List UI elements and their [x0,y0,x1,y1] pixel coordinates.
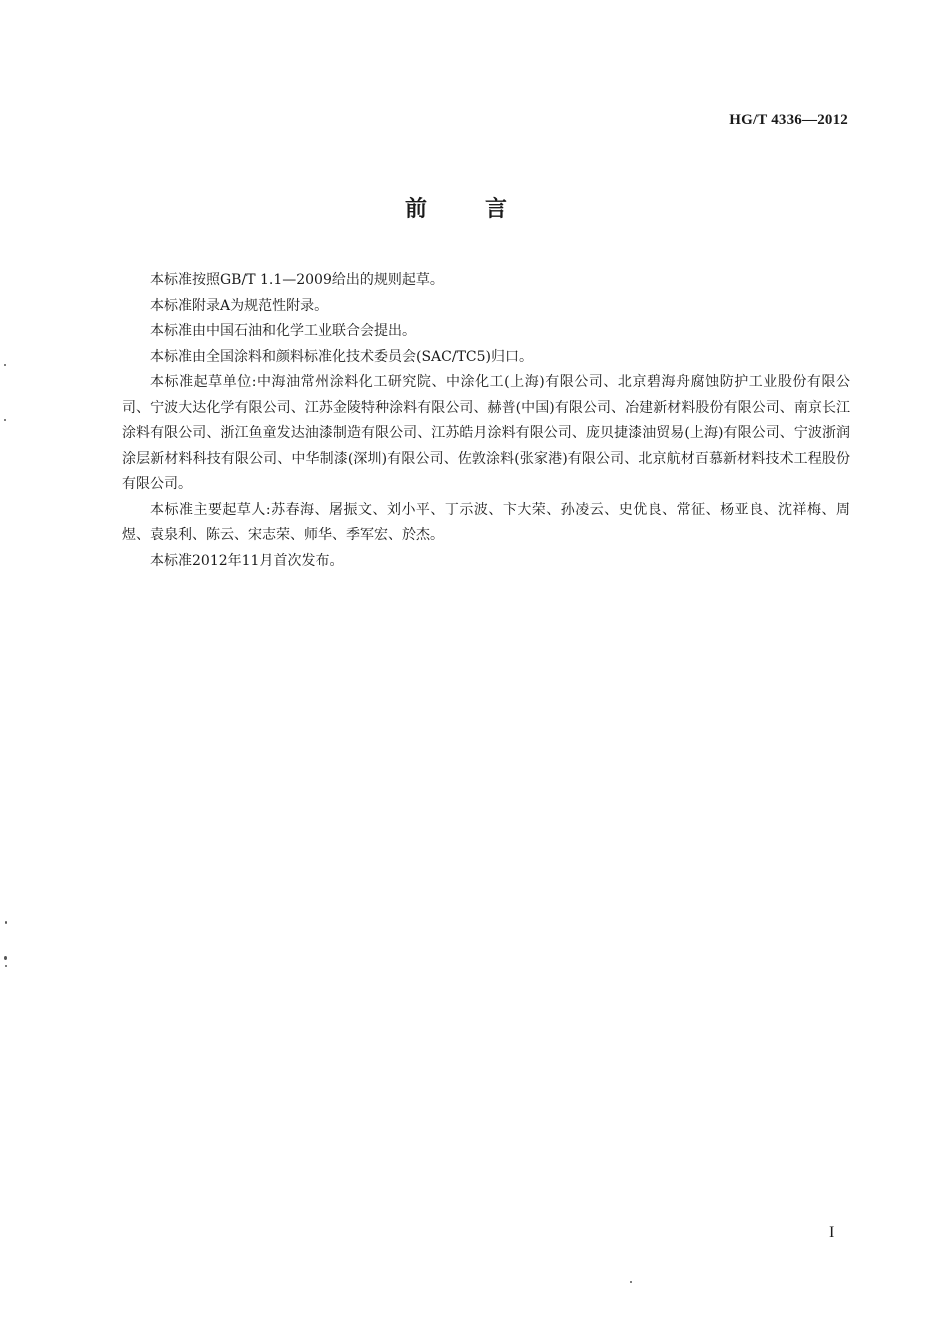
standard-number: HG/T 4336—2012 [729,112,848,128]
paragraph-committee: 本标准由全国涂料和颜料标准化技术委员会(SAC/TC5)归口。 [150,348,534,365]
foreword-body [122,268,850,574]
paragraph-appendix: 本标准附录A为规范性附录。 [150,297,329,314]
scan-speck [5,921,7,924]
paragraph-drafting-rules: 本标准按照GB/T 1.1—2009给出的规则起草。 [150,272,444,288]
paragraph-drafting-units: 本标准起草单位:中海油常州涂料化工研究院、中涂化工(上海)有限公司、北京碧海舟腐蚀防护工业股份有限公司、宁波大达化学有限公司、江苏金陵特种涂料有限公司、赫普(中国)有限公司、冶建新材料股份有限公司、南京长江涂料有限公司、浙江鱼童发达油漆制造有限公司、江苏皓月涂料有限公司、庞贝捷漆油贸易(上海)有限公司、宁波浙润涂层新材料科技有限公司、中华制漆(深圳)有限公司、佐敦涂料(张家港)有限公司、北京航材百慕新材料技术工程股份有限公司。 [122,374,850,492]
paragraph-drafters: 本标准主要起草人:苏春海、屠振文、刘小平、丁示波、卞大荣、孙凌云、史优良、常征、杨亚良、沈祥梅、周煜、袁泉利、陈云、宋志荣、师华、季军宏、於杰。 [122,501,850,543]
paragraph-release: 本标准2012年11月首次发布。 [150,552,344,569]
scan-speck [5,965,7,967]
scan-speck [630,1281,632,1283]
paragraph-proposer: 本标准由中国石油和化学工业联合会提出。 [150,323,416,339]
page-number: I [829,1224,835,1241]
scan-speck [4,419,6,421]
scan-speck [4,364,6,366]
scan-speck [4,956,7,960]
page-title: 前言 [404,197,565,222]
